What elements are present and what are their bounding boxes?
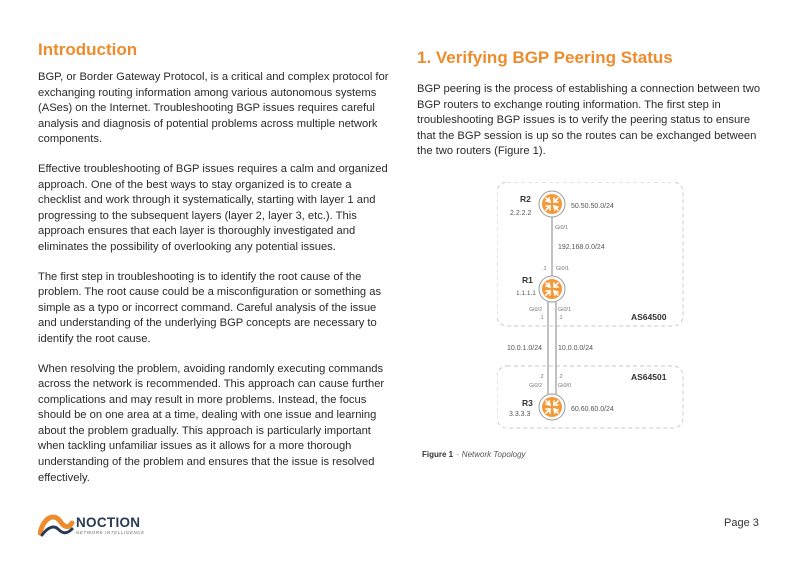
r1-name: R1 [522,275,533,285]
r3-right-host: .2 [558,374,563,380]
intro-paragraph-2: Effective troubleshooting of BGP issues requires a calm and organized approach. One of the best ways to stay organized is to create a checklist and work through it systematically, starting with layer 1 and progressing to the subsequent layers (layer 2, layer 3, etc.). This approach ensures that each layer is thoroughly investigated and eliminates the possibility of overlooking any potential issues. [38,162,388,253]
r2-router-id: 2.2.2.2 [510,210,532,217]
link-right-network: 10.0.0.0/24 [558,345,594,352]
r2-network: 50.50.50.0/24 [571,203,614,210]
introduction-heading: Introduction [38,40,138,59]
r3-router-id: 3.3.3.3 [509,411,531,418]
logo-wordmark: NOCTION [76,515,141,530]
r3-left-interface: Gi0/2 [529,383,543,389]
r1-left-interface: Gi0/2 [529,307,543,313]
figure-title: Network Topology [461,450,526,459]
page-number: Page 3 [724,517,759,529]
r3-right-interface: Gi0/0 [558,383,572,389]
caption-separator: - [456,450,459,459]
r3-left-host: .2 [539,374,544,380]
introduction-section [38,40,390,500]
r1-right-interface: Gi0/1 [558,307,572,313]
link-r1-r2-network: 192.168.0.0/24 [558,244,605,251]
router-r1 [539,276,565,302]
r1-up-host: .1 [542,266,547,272]
figure-label: Figure 1 [422,450,454,459]
router-r2 [539,191,565,217]
intro-paragraph-3: The first step in troubleshooting is to identify the root cause of the problem. The root cause could be a misconfiguration or something as simple as a typo or incorrect command. Careful analysis of the issue and understanding of the underlying BGP concepts are necessary to identify the root cause. [38,270,382,345]
intro-paragraph-4: When resolving the problem, avoiding randomly executing commands across the network is recommended. This approach can cause further complications and may result in more problems. Instead, the focus should be on one area at a time, dealing with one issue and learning about the problem gradually. This approach is particularly important when tackling unfamiliar issues as it allows for a more thorough understanding of the problem and ensures that the issue is resolved effectively. [38,362,385,484]
r1-router-id: 1.1.1.1 [516,290,536,297]
verifying-heading: 1. Verifying BGP Peering Status [417,48,673,67]
router-r3 [539,394,565,420]
as64500-label: AS64500 [631,312,667,322]
r2-interface: Gi0/1 [555,225,569,231]
r2-name: R2 [520,194,531,204]
link-left-network: 10.0.1.0/24 [507,345,543,352]
logo-tagline: NETWORK INTELLIGENCE [76,530,145,535]
verifying-paragraph: BGP peering is the process of establishing a connection between two BGP routers to exchange routing information. The first step in troubleshooting BGP issues is to verify the peering status to ensure that the BGP session is up so the routes can be exchanged between the two routers (Figure 1). [417,83,761,158]
figure-caption [422,450,526,459]
intro-paragraph-1: BGP, or Border Gateway Protocol, is a critical and complex protocol for exchanging routing information among various autonomous systems (ASes) on the Internet. Troubleshooting BGP issues requires careful analysis and diagnosis of potential problems across multiple network components. [38,71,389,146]
r3-network: 60.60.60.0/24 [571,406,614,413]
as64501-label: AS64501 [631,372,667,382]
verifying-section [417,48,769,174]
network-topology-diagram [497,182,687,432]
r1-left-host: .1 [539,315,544,321]
r1-up-interface: Gi0/1 [556,266,570,272]
r1-right-host: .1 [558,315,563,321]
r3-name: R3 [522,398,533,408]
